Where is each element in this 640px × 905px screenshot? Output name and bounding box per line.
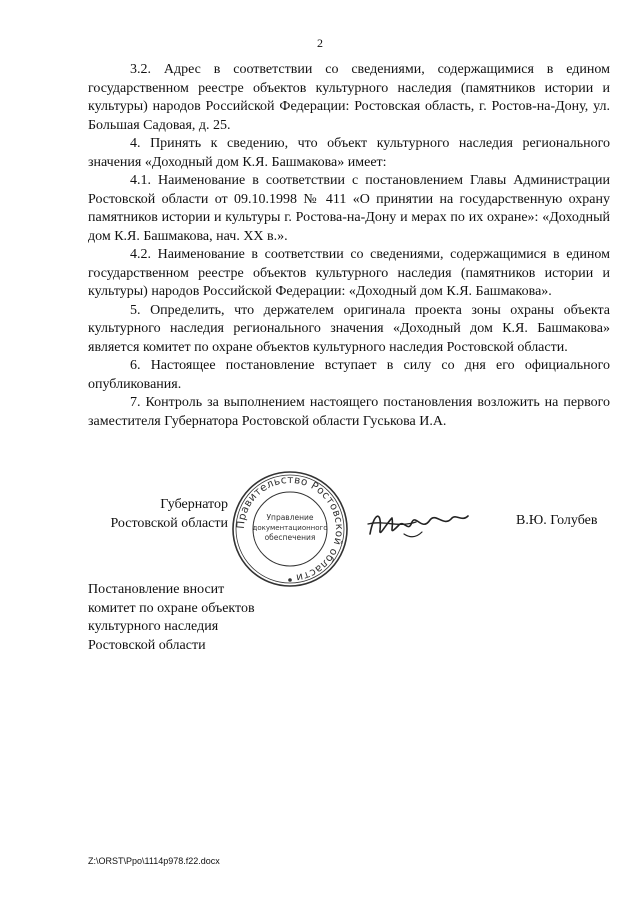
page-number: 2	[317, 36, 323, 50]
paragraph-4-1: 4.1. Наименование в соответствии с постановлением Главы Администрации Ростовской области от 09.10.1998 № 411 «О принятии на государственную охрану памятников истории и культуры г. Ростова-на-Дону и мерах по их охране»: «Доходный дом К.Я. Башмакова, нач. XX в.».	[88, 173, 610, 244]
document-body	[88, 61, 610, 431]
file-path: Z:\ORST\Ppo\1114p978.f22.docx	[88, 856, 220, 866]
signer-name: В.Ю. Голубев	[516, 513, 598, 528]
paragraph-4-2: 4.2. Наименование в соответствии со сведениями, содержащимися в едином государственном реестре объектов культурного наследия (памятников истории и культуры) народов Российской Федерации: «Доходный дом К.Я. Башмакова».	[88, 247, 610, 299]
submitted-by-line-1: Постановление вносит	[88, 582, 225, 597]
paragraph-5: 5. Определить, что держателем оригинала проекта зоны охраны объекта культурного наследия регионального значения «Доходный дом К.Я. Башмакова» является комитет по охране объектов культурного наследия Ростовской области.	[88, 302, 610, 355]
signer-title	[88, 496, 228, 533]
signer-title-line-2: Ростовской области	[110, 515, 228, 531]
submitted-by-line-2: комитет по охране объектов	[88, 600, 255, 616]
signature-block	[88, 470, 610, 590]
submitted-by-line-4: Ростовской области	[88, 637, 206, 653]
submitted-by-note	[88, 581, 348, 655]
seal-inner-line-3: обеспечения	[264, 533, 316, 542]
paragraph-4: 4. Принять к сведению, что объект культурного наследия регионального значения «Доходный дом К.Я. Башмакова» имеет:	[88, 136, 610, 170]
signer-title-line-1: Губернатор	[160, 497, 228, 512]
seal-outer-text: Правительство Ростовской области	[234, 473, 346, 584]
paragraph-6: 6. Настоящее постановление вступает в силу со дня его официального опубликования.	[88, 358, 610, 392]
paragraph-3-2: 3.2. Адрес в соответствии со сведениями, содержащимися в едином государственном реестре объектов культурного наследия (памятников истории и культуры) народов Российской Федерации: Ростовская область, г. Ростов-на-Дону, ул. Большая Садовая, д. 25.	[88, 62, 610, 133]
official-seal	[228, 470, 352, 588]
seal-inner-line-2: документационного	[252, 524, 328, 532]
submitted-by-line-3: культурного наследия	[88, 619, 219, 634]
handwritten-signature	[364, 504, 474, 544]
paragraph-7: 7. Контроль за выполнением настоящего постановления возложить на первого заместителя Губернатора Ростовской области Гуськова И.А.	[88, 395, 610, 429]
seal-inner-line-1: Управление	[266, 513, 314, 522]
